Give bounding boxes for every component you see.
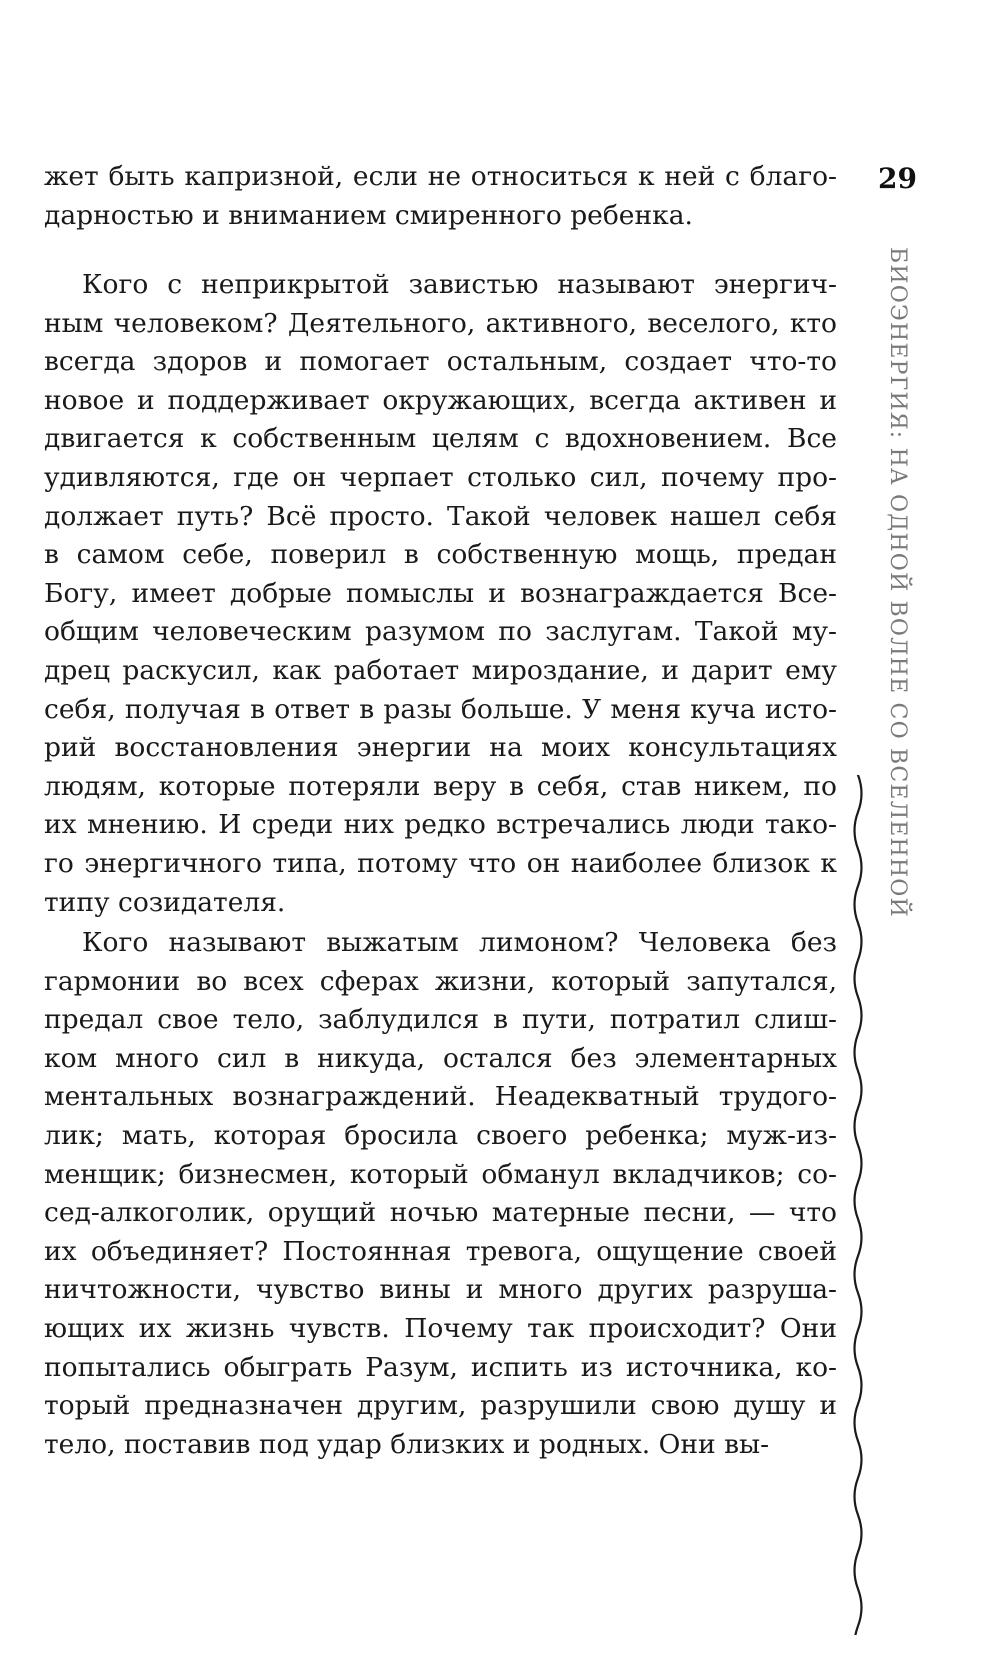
text-line: попытались обыграть Разум, испить из источника, ко- <box>44 1351 837 1383</box>
page-number: 29 <box>878 162 917 195</box>
text-line: сед-алкоголик, орущий ночью матерные песни, — что <box>44 1197 837 1229</box>
text-line: в самом себе, поверил в собственную мощь, предан <box>44 539 837 571</box>
text-line: лик; мать, которая бросила своего ребенка; муж-из- <box>44 1119 837 1151</box>
text-line: всегда здоров и помогает остальным, создает что-то <box>44 346 837 378</box>
text-line: менщик; бизнесмен, который обманул вкладчиков; со- <box>44 1158 837 1190</box>
text-line: Богу, имеет добрые помыслы и вознаграждается Все- <box>44 577 837 609</box>
text-line: удивляются, где он черпает столько сил, почему про- <box>44 461 837 493</box>
running-title: БИОЭНЕРГИЯ: НА ОДНОЙ ВОЛНЕ СО ВСЕЛЕННОЙ <box>885 247 910 918</box>
text-line: тело, поставив под удар близких и родных. Они вы- <box>44 1428 770 1460</box>
text-line: ничтожности, чувство вины и много других разруша- <box>44 1274 837 1306</box>
text-line: типу созидателя. <box>44 886 286 918</box>
text-line: должает путь? Всё просто. Такой человек нашел себя <box>44 500 837 532</box>
text-line: торый предназначен другим, разрушили свою душу и <box>44 1390 837 1422</box>
text-line: жет быть капризной, если не относиться к ней с благо- <box>44 161 837 192</box>
text-line: Кого называют выжатым лимоном? Человека без <box>82 927 837 958</box>
text-line: ком много сил в никуда, остался без элементарных <box>44 1042 837 1074</box>
text-line: людям, которые потеряли веру в себя, став никем, по <box>44 770 837 802</box>
text-line: Кого с неприкрытой завистью называют энергич- <box>82 269 837 300</box>
text-line: ным человеком? Деятельного, активного, веселого, кто <box>44 307 837 339</box>
text-line: рий восстановления энергии на моих консультациях <box>44 732 837 764</box>
paragraph-energetic-person <box>44 266 837 922</box>
text-line: го энергичного типа, потому что он наиболее близок к <box>44 847 837 879</box>
text-line: их объединяет? Постоянная тревога, ощущение своей <box>44 1235 837 1267</box>
text-line: дарностью и вниманием смиренного ребенка. <box>44 199 693 231</box>
text-line: их мнению. И среди них редко встречались люди тако- <box>44 809 837 841</box>
text-line: предал свое тело, заблудился в пути, потратил слиш- <box>44 1004 837 1036</box>
text-line: двигается к собственным целям с вдохновением. Все <box>44 423 837 455</box>
wavy-line-ornament <box>844 775 884 1635</box>
text-line: новое и поддерживает окружающих, всегда активен и <box>44 384 837 416</box>
text-line: дрец раскусил, как работает мироздание, и дарит ему <box>44 654 837 686</box>
text-line: себя, получая в ответ в разы больше. У меня куча исто- <box>44 693 837 725</box>
text-line: общим человеческим разумом по заслугам. Такой му- <box>44 616 837 648</box>
paragraph-continued <box>44 158 837 235</box>
text-line: ментальных вознаграждений. Неадекватный трудого- <box>44 1081 837 1113</box>
text-line: гармонии во всех сферах жизни, который запутался, <box>44 965 837 997</box>
text-line: ющих их жизнь чувств. Почему так происходит? Они <box>44 1312 837 1344</box>
paragraph-squeezed-lemon <box>44 924 837 1464</box>
